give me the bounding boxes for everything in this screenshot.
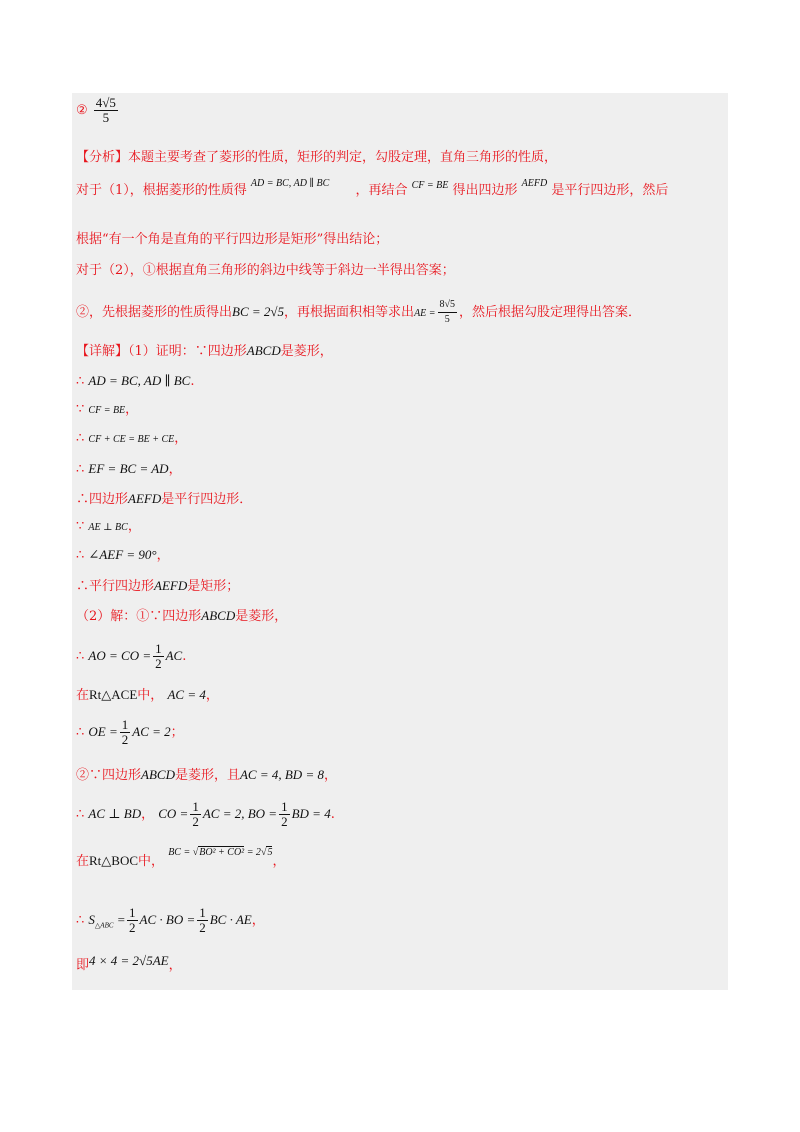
detail-l12: 在Rt△ACE中， AC = 4，: [76, 687, 219, 703]
detail-l16: 在Rt△BOC中， $^{BC = √BO^2 + CO^2 = 2√5}$，: [76, 847, 286, 869]
detail-l7: ∵ AE ⊥ BC，: [76, 519, 141, 534]
fraction: $\frac{4√5}{5}$: [95, 95, 116, 125]
fraction: $\frac{1}{2}$: [199, 905, 206, 935]
analysis-part1-cont: 根据“有一个角是直角的平行四边形是矩形”得出结论；: [76, 232, 389, 247]
detail-l11: ∴ AO = CO = $\frac{1}{2}$ AC.: [76, 641, 187, 671]
analysis-part1: 对于（1），根据菱形的性质得 $^{AD = BC, AD \parallel BC}$ ，再结合 $^{CF = BE}$ 得出四边形 $^{AEFD}$ 是平行四边形，然后: [76, 178, 669, 198]
fraction: $\frac{1}{2}$: [155, 641, 162, 671]
fraction: $\frac{1}{2}$: [281, 799, 288, 829]
top-item: [76, 96, 120, 125]
detail-l14: ②∵四边形ABCD是菱形，且AC = 4, BD = 8，: [76, 767, 337, 783]
detail-l9: ∴平行四边形AEFD是矩形；: [76, 578, 240, 594]
detail-tag: 【详解】: [76, 344, 129, 359]
detail-l17: ∴ $S_{\triangle ABC}$ = $\frac{1}{2}$ AC · BO = $\frac{1}{2}$ BC · AE，: [76, 905, 265, 935]
detail-l5: ∴ EF = BC = AD，: [76, 461, 182, 477]
fraction: $\frac{1}{2}$: [121, 717, 129, 747]
circled-number-2: ②: [76, 103, 88, 118]
detail-l2: ∴ AD = BC, AD ∥ BC.: [76, 373, 195, 389]
detail-l6: ∴四边形AEFD是平行四边形．: [76, 491, 253, 507]
analysis-tag: 【分析】: [76, 150, 129, 165]
detail-l4: ∴ CF + CE = BE + CE，: [76, 431, 188, 446]
detail-l3: ∵ CF = BE，: [76, 402, 139, 417]
fraction: $\frac{1}{2}$: [192, 799, 199, 829]
analysis-part2: 对于（2），①根据直角三角形的斜边中线等于斜边一半得出答案；: [76, 263, 455, 278]
analysis-part3: ②，先根据菱形的性质得出BC = 2√5，再根据面积相等求出AE = $\frac{8√5}{5}$ ，然后根据勾股定理得出答案．: [76, 299, 642, 325]
detail-l18: 即4 × 4 = 2√5AE，: [76, 953, 182, 973]
fraction: $\frac{1}{2}$: [129, 905, 136, 935]
fraction: $\frac{8√5}{5}$: [439, 299, 456, 325]
detail-l1: 【详解】（1）证明：∵四边形ABCD是菱形，: [76, 343, 333, 359]
detail-l15: ∴ AC ⊥ BD， CO = $\frac{1}{2}$ AC = 2, BO = $\frac{1}{2}$ BD = 4.: [76, 799, 335, 829]
detail-l8: ∴ ∠AEF = 90°，: [76, 547, 170, 563]
bc-formula: BC = √BO² + CO² = 2√5: [168, 847, 273, 858]
detail-l10: （2）解：①∵四边形ABCD是菱形，: [76, 608, 288, 624]
detail-l13: ∴ OE = $\frac{1}{2}$ AC = 2；: [76, 717, 184, 747]
analysis-intro: 【分析】本题主要考查了菱形的性质，矩形的判定，勾股定理，直角三角形的性质，: [76, 150, 558, 165]
